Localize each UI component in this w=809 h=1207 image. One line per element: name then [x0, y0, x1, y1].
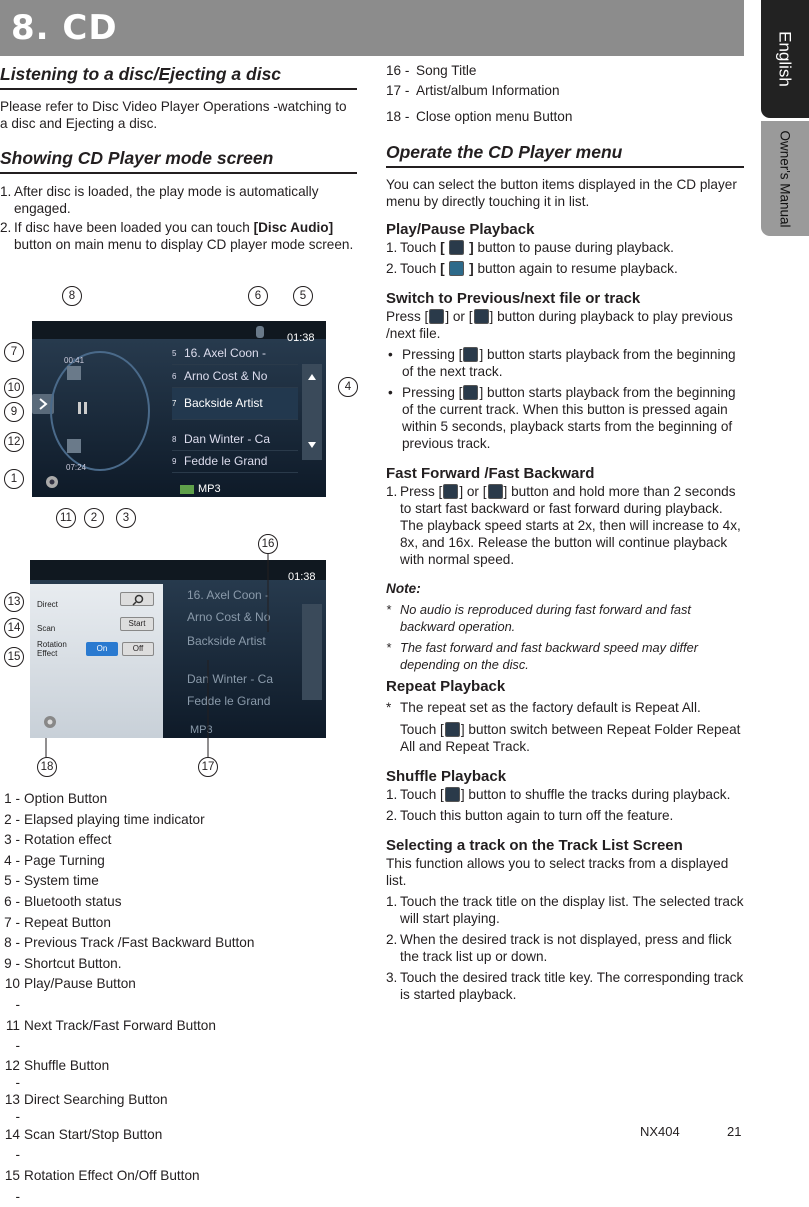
legend-text: Page Turning	[24, 852, 105, 868]
legend-item	[0, 851, 330, 872]
legend-number: 6 -	[4, 893, 20, 909]
callout-4: 4	[338, 377, 358, 397]
list-item: 1. Press [ ] or [ ] button and hold more than 2 seconds to start fast backward or fast forward during playback. The playback speed starts at 2x, then will increase to 4x, 8x, and 16x. Release the button will continue playback with normal speed.	[386, 484, 741, 567]
language-tab[interactable]	[761, 0, 809, 118]
track-title[interactable]: Backside Artist	[187, 634, 266, 648]
legend-item	[0, 974, 330, 1015]
list-text-post: button on main menu to display CD player mode screen.	[14, 237, 354, 252]
text: Press	[386, 309, 425, 324]
legend-text: Next Track/Fast Forward Button	[24, 1017, 216, 1033]
legend-item	[0, 871, 330, 892]
text: button to pause during playback.	[473, 240, 674, 255]
note-item: * The fast forward and fast backward speed may differ depending on the disc.	[386, 639, 744, 673]
previous-icon	[463, 385, 478, 400]
text: or	[463, 484, 483, 499]
callout-15: 15	[4, 647, 24, 667]
play-icon	[449, 261, 464, 276]
list-item: 2. When the desired track is not displayed, press and flick the track list up or down.	[386, 931, 744, 965]
legend-number: 8 -	[4, 935, 20, 951]
legend-number: 1 -	[4, 791, 20, 806]
legend-text: Bluetooth status	[24, 893, 122, 909]
legend-item	[0, 810, 330, 831]
list-item: 2. Touch this button again to turn off the feature.	[386, 807, 744, 824]
bracket: ]	[469, 240, 474, 255]
legend-item	[386, 107, 744, 127]
callout-7: 7	[4, 342, 24, 362]
shuffle-heading: Shuffle Playback	[386, 768, 507, 785]
note-text: The fast forward and fast backward speed may differ depending on the disc.	[400, 640, 699, 672]
legend-text: Shuffle Button	[24, 1057, 110, 1073]
legend-number: 4 -	[4, 852, 20, 868]
scan-label: Scan	[37, 624, 56, 633]
track-number: 7	[172, 399, 177, 408]
legend-text: Rotation Effect On/Off Button	[24, 1167, 200, 1183]
note-heading: Note:	[386, 581, 421, 596]
section-body-listening: Please refer to Disc Video Player Operations -watching to a disc and Ejecting a disc.	[0, 99, 347, 131]
fast-forward-icon	[488, 484, 503, 499]
track-number: 9	[172, 457, 177, 466]
folder-name[interactable]: MP3	[190, 724, 213, 736]
legend-text: Repeat Button	[24, 914, 111, 930]
operate-body: You can select the button items displayed in the CD player menu by directly touching it in list.	[386, 177, 737, 209]
total-time: 07:24	[66, 463, 87, 472]
text: ] button switch between Repeat Folder Repeat All and Repeat Track.	[400, 722, 741, 754]
legend-text: Artist/album Information	[416, 83, 560, 98]
system-time: 01:38	[288, 571, 316, 583]
text: ] button to shuffle the tracks during playback.	[460, 787, 731, 802]
callout-1: 1	[4, 469, 24, 489]
legend-item	[0, 1091, 330, 1125]
text: ] button starts playback from the beginning of the current track. When this button is pressed again within 5 seconds, playback starts from the beginning of previous track.	[402, 385, 736, 451]
legend-number: 9 -	[4, 955, 20, 971]
legend-item	[0, 1125, 330, 1166]
legend-item	[0, 1166, 330, 1207]
list-item: * The repeat set as the factory default is Repeat All.	[386, 699, 744, 716]
text: Touch the desired track title key. The corresponding track is started playback.	[400, 970, 744, 1002]
previous-icon	[429, 309, 444, 324]
legend-number: 17 -	[386, 83, 410, 98]
disc-audio-label: [Disc Audio]	[253, 220, 334, 235]
select-track-body: This function allows you to select tracks from a displayed list.	[386, 856, 729, 888]
section-heading-operate: Operate the CD Player menu	[386, 141, 744, 168]
legend-item	[0, 830, 330, 851]
legend-number: 5 -	[4, 873, 20, 889]
track-number: 5	[172, 348, 177, 358]
track-title[interactable]: 16. Axel Coon -	[187, 588, 270, 602]
track-title: Dan Winter - Ca	[184, 432, 271, 446]
callout-13: 13	[4, 592, 24, 612]
model-number: NX404	[640, 1124, 680, 1139]
list-item: 2. Touch [ ] button again to resume playback.	[386, 261, 678, 276]
legend-text: Shortcut Button.	[24, 955, 122, 971]
text: Touch [	[400, 722, 444, 737]
list-item: 1. Touch [ ] button to pause during playback.	[386, 240, 674, 255]
text: Pressing [	[402, 347, 463, 362]
list-item: 1. Touch the track title on the display list. The selected track will start playing.	[386, 894, 744, 926]
manual-tab-label: Owner's Manual	[777, 129, 793, 228]
legend-item	[0, 892, 330, 913]
callout-3: 3	[116, 508, 136, 528]
callout-12: 12	[4, 432, 24, 452]
legend-text: Elapsed playing time indicator	[24, 811, 205, 827]
legend-text: System time	[24, 873, 99, 889]
text: or	[449, 309, 469, 324]
track-title: Backside Artist	[184, 396, 263, 410]
callout-6: 6	[248, 286, 268, 306]
legend-number: 18 -	[386, 109, 410, 124]
callout-5: 5	[293, 286, 313, 306]
legend-text: Play/Pause Button	[24, 976, 136, 992]
legend-list	[0, 789, 330, 1207]
list-number: 1.	[0, 184, 12, 199]
text: ] button starts playback from the beginning of the next track.	[402, 347, 736, 379]
switch-heading: Switch to Previous/next file or track	[386, 290, 641, 307]
repeat-instruction	[386, 721, 744, 755]
leader-lines	[0, 0, 400, 800]
text: Touch [	[400, 787, 444, 802]
next-icon	[474, 309, 489, 324]
chapter-title: 8. CD	[11, 8, 118, 48]
callout-17: 17	[198, 757, 218, 777]
repeat-icon	[445, 722, 460, 737]
legend-text: Previous Track /Fast Backward Button	[24, 935, 255, 951]
text: button during playback to play previous /next file.	[386, 309, 733, 341]
track-title: Fedde le Grand	[184, 454, 268, 468]
elapsed-time: 00:41	[64, 356, 85, 365]
note-text: No audio is reproduced during fast forward and fast backward operation.	[400, 602, 691, 634]
legend-number: 12 -	[4, 1057, 20, 1090]
legend-text: Scan Start/Stop Button	[24, 1126, 163, 1142]
rotation-off-button[interactable]: Off	[122, 642, 154, 656]
text: Touch	[400, 240, 441, 255]
legend-number: 10 -	[4, 976, 20, 1012]
list-item: 1. Touch [ ] button to shuffle the tracks during playback.	[386, 787, 731, 802]
text: Pressing [	[402, 385, 463, 400]
legend-text: Close option menu Button	[416, 109, 573, 124]
legend-number: 14 -	[4, 1126, 20, 1163]
rotation-label-line-1: Rotation	[37, 640, 67, 649]
callout-16: 16	[258, 534, 278, 554]
bullet-item: • Pressing [ ] button starts playback from the beginning of the next track.	[388, 347, 736, 379]
text: The repeat set as the factory default is Repeat All.	[400, 700, 701, 715]
track-number: 8	[172, 435, 177, 444]
callout-2: 2	[84, 508, 104, 528]
track-title: Arno Cost & No	[184, 368, 268, 383]
legend-number: 2 -	[4, 811, 20, 827]
fast-forward-heading: Fast Forward /Fast Backward	[386, 465, 595, 482]
legend-item	[386, 81, 744, 101]
bracket: [	[440, 240, 445, 255]
list-number: 2.	[0, 220, 12, 235]
legend-number: 16 -	[386, 63, 410, 78]
bullet-item: • Pressing [ ] button starts playback from the beginning of the current track. When this button is pressed again within 5 seconds, playback starts from the beginning of previous track.	[388, 385, 736, 451]
legend-item	[0, 789, 330, 810]
switch-body: Press [ ] or [ ] button during playback to play previous /next file.	[386, 309, 733, 341]
track-title: 16. Axel Coon -	[184, 345, 267, 360]
system-time: 01:38	[287, 332, 315, 344]
legend-number: 15 -	[4, 1167, 20, 1204]
text: Touch	[400, 261, 441, 276]
text: button again to resume playback.	[473, 261, 678, 276]
legend-number: 11 -	[5, 1017, 20, 1054]
legend-number: 13 -	[4, 1091, 20, 1124]
legend-item	[386, 61, 744, 81]
legend-text: Rotation effect	[24, 832, 112, 848]
legend-text: Direct Searching Button	[24, 1091, 168, 1107]
callout-14: 14	[4, 618, 24, 638]
section-heading-listening: Listening to a disc/Ejecting a disc	[0, 63, 357, 90]
callout-8: 8	[62, 286, 82, 306]
legend-item	[0, 913, 330, 934]
bracket: [	[440, 261, 445, 276]
section-heading-showing: Showing CD Player mode screen	[0, 147, 357, 174]
text: Touch the track title on the display list. The selected track will start playing.	[400, 894, 744, 926]
rotation-label-line-2: Effect	[37, 649, 58, 658]
legend-item	[0, 1057, 330, 1091]
legend-item	[0, 954, 330, 975]
list-text: After disc is loaded, the play mode is automatically engaged.	[14, 184, 319, 216]
select-track-heading: Selecting a track on the Track List Screen	[386, 837, 683, 854]
play-pause-heading: Play/Pause Playback	[386, 221, 535, 238]
callout-11: 11	[56, 508, 76, 528]
legend-continued	[386, 61, 744, 127]
legend-text: Option Button	[24, 791, 108, 806]
track-number: 6	[172, 371, 177, 381]
shuffle-icon	[445, 787, 460, 802]
rotation-on-button[interactable]: On	[86, 642, 118, 656]
pause-icon	[449, 240, 464, 255]
language-tab-label: English	[775, 31, 795, 87]
legend-item	[0, 933, 330, 954]
bracket: ]	[469, 261, 474, 276]
track-title[interactable]: Fedde le Grand	[187, 694, 271, 708]
fast-backward-icon	[443, 484, 458, 499]
list-text-pre: If disc have been loaded you can touch	[14, 220, 254, 235]
callout-9: 9	[4, 402, 24, 422]
folder-name: MP3	[198, 483, 221, 495]
manual-tab[interactable]	[761, 121, 809, 236]
track-title[interactable]: Arno Cost & No	[187, 610, 271, 624]
callout-18: 18	[37, 757, 57, 777]
text: button and hold more than 2 seconds to start fast backward or fast forward during playback. The playback speed starts at 2x, then will increase to 4x, 8x, and 16x. Release the button will continue playback with normal speed.	[400, 484, 741, 567]
track-title[interactable]: Dan Winter - Ca	[187, 672, 274, 686]
direct-label: Direct	[37, 600, 58, 609]
callout-10: 10	[4, 378, 24, 398]
legend-text: Song Title	[416, 63, 477, 78]
next-icon	[463, 347, 478, 362]
text: Touch this button again to turn off the feature.	[400, 808, 674, 823]
right-column	[386, 61, 744, 1003]
legend-number: 3 -	[4, 832, 20, 848]
text: When the desired track is not displayed, press and flick the track list up or down.	[400, 932, 732, 964]
legend-number: 7 -	[4, 914, 20, 930]
legend-item	[0, 1016, 330, 1057]
scan-start-button[interactable]: Start	[120, 617, 154, 631]
page-number: 21	[727, 1124, 742, 1139]
repeat-heading: Repeat Playback	[386, 678, 506, 695]
text: Press	[400, 484, 439, 499]
list-item: 3. Touch the desired track title key. The corresponding track is started playback.	[386, 970, 744, 1002]
note-item: * No audio is reproduced during fast forward and fast backward operation.	[386, 601, 744, 635]
